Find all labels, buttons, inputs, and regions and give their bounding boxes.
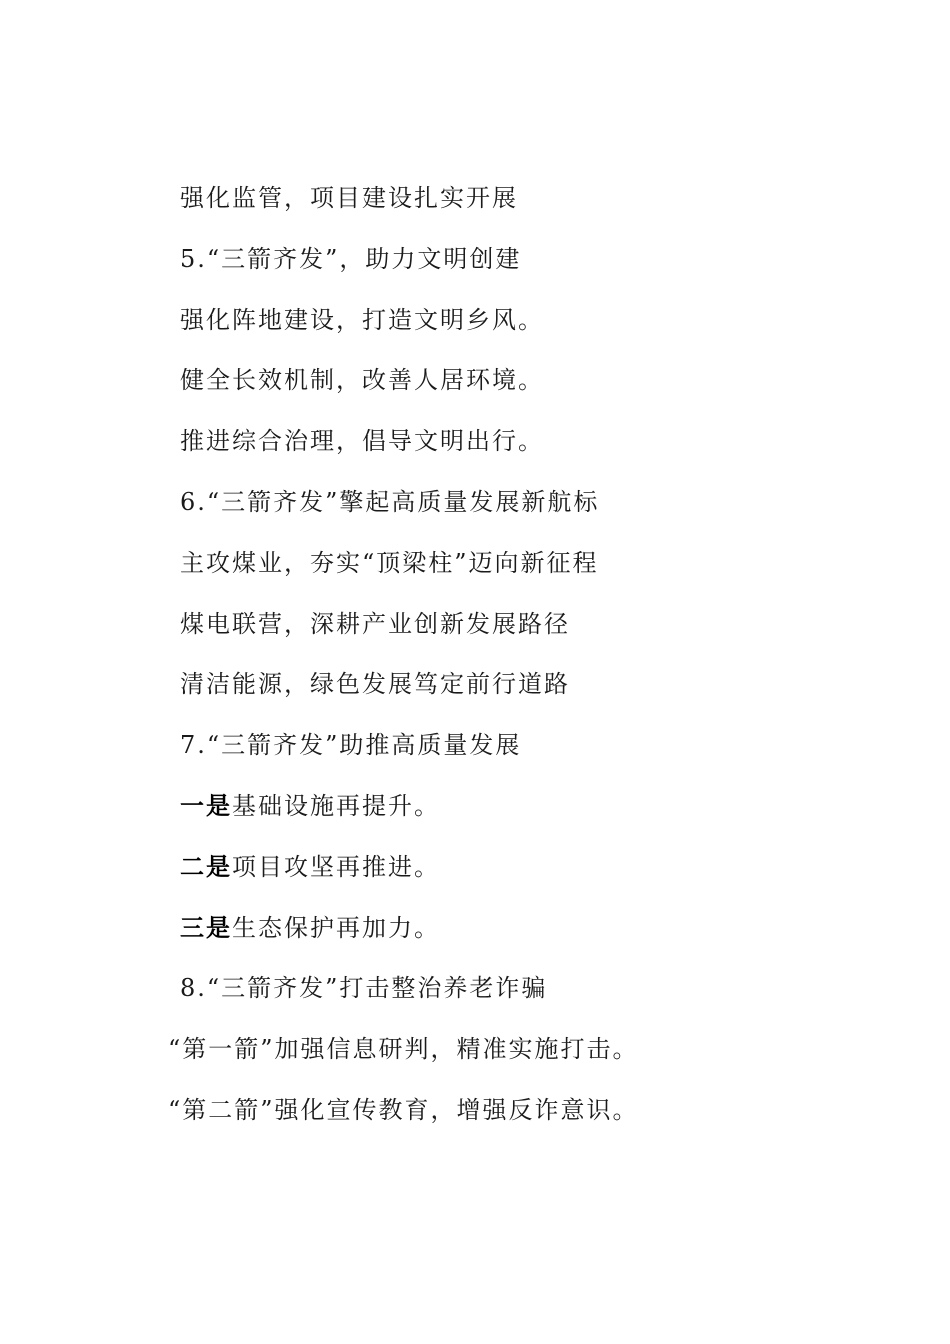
line-text: 5.“三箭齐发”，助力文明创建 bbox=[180, 244, 522, 273]
line-text: 生态保护再加力。 bbox=[232, 913, 440, 942]
section-heading-6 bbox=[180, 482, 880, 543]
line-text: 清洁能源，绿色发展笃定前行道路 bbox=[180, 670, 570, 699]
line-text: 8.“三箭齐发”打击整治养老诈骗 bbox=[180, 974, 548, 1003]
text-line bbox=[180, 604, 880, 665]
line-lead: 三是 bbox=[180, 913, 232, 942]
text-line bbox=[180, 847, 880, 908]
text-line bbox=[180, 421, 880, 482]
text-line bbox=[180, 360, 880, 421]
text-line bbox=[168, 1090, 880, 1151]
section-heading-7 bbox=[180, 725, 880, 786]
line-text: 强化监管，项目建设扎实开展 bbox=[180, 184, 518, 212]
text-line bbox=[180, 786, 880, 847]
document-body bbox=[168, 178, 880, 1151]
line-text: 健全长效机制，改善人居环境。 bbox=[180, 366, 544, 395]
text-line bbox=[180, 178, 880, 239]
line-text: 推进综合治理，倡导文明出行。 bbox=[180, 427, 544, 456]
line-text: 项目攻坚再推进。 bbox=[232, 852, 440, 881]
line-text: 煤电联营，深耕产业创新发展路径 bbox=[180, 609, 570, 638]
line-text: 基础设施再提升。 bbox=[232, 791, 440, 820]
section-heading-8 bbox=[180, 968, 880, 1029]
line-text: “第一箭”加强信息研判，精准实施打击。 bbox=[168, 1035, 639, 1064]
text-line bbox=[180, 664, 880, 725]
line-text: 主攻煤业，夯实“顶梁柱”迈向新征程 bbox=[180, 548, 599, 577]
line-text: “第二箭”强化宣传教育，增强反诈意识。 bbox=[168, 1095, 639, 1124]
text-line bbox=[180, 300, 880, 361]
line-text: 6.“三箭齐发”擎起高质量发展新航标 bbox=[180, 487, 600, 516]
text-line bbox=[180, 543, 880, 604]
line-lead: 二是 bbox=[180, 852, 232, 881]
text-line bbox=[168, 1029, 880, 1090]
line-lead: 一是 bbox=[180, 791, 232, 820]
text-line bbox=[180, 908, 880, 969]
line-text: 强化阵地建设，打造文明乡风。 bbox=[180, 305, 544, 334]
line-text: 7.“三箭齐发”助推高质量发展 bbox=[180, 731, 522, 760]
section-heading-5 bbox=[180, 239, 880, 300]
